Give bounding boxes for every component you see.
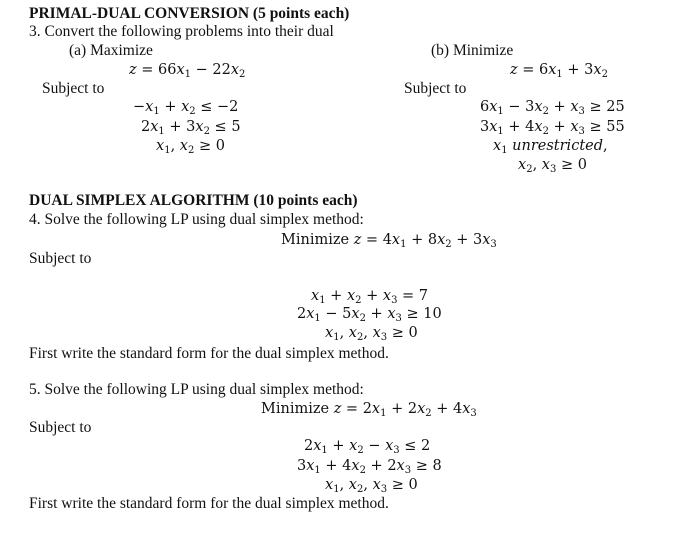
part-a-nonnegativity: $x_1$, $x_2 \ge 0$: [156, 138, 225, 156]
question-3-text: 3. Convert the following problems into their dual: [29, 23, 334, 40]
part-b-subject-to: Subject to: [404, 80, 467, 97]
question-5-objective: Minimize $z = 2x_1 + 2x_2 + 4x_3$: [261, 401, 477, 419]
part-a-objective: $z = 66x_1 - 22x_2$: [129, 62, 246, 80]
part-b-label: (b) Minimize: [431, 42, 514, 59]
question-4-subject-to: Subject to: [29, 250, 92, 267]
part-a-constraint: $-x_1 + x_2 \le -2$: [133, 99, 239, 117]
question-4-note: First write the standard form for the dual simplex method.: [29, 345, 389, 362]
question-5-text: 5. Solve the following LP using dual simplex method:: [29, 381, 364, 398]
question-4-objective: Minimize $z = 4x_1 + 8x_2 + 3x_3$: [281, 232, 497, 250]
section-heading-dual-simplex: DUAL SIMPLEX ALGORITHM (10 points each): [29, 192, 358, 209]
question-4-text: 4. Solve the following LP using dual simplex method:: [29, 211, 364, 228]
part-b-constraint: $6x_1 - 3x_2 + x_3 \ge 25$: [480, 99, 625, 117]
question-5-note: First write the standard form for the dual simplex method.: [29, 495, 389, 512]
part-a-constraint: $2x_1 + 3x_2 \le 5$: [141, 119, 241, 137]
section-heading-primal-dual: PRIMAL-DUAL CONVERSION (5 points each): [29, 5, 350, 22]
part-b-objective: $z = 6x_1 + 3x_2$: [510, 62, 608, 80]
question-4-nonnegativity: $x_1$, $x_2$, $x_3 \ge 0$: [325, 325, 418, 343]
part-b-nonnegativity: $x_2$, $x_3 \ge 0$: [518, 157, 587, 175]
question-4-constraint: $x_1 + x_2 + x_3 = 7$: [311, 288, 429, 306]
question-4-constraint: $2x_1 - 5x_2 + x_3 \ge 10$: [297, 306, 442, 324]
part-b-constraint: $3x_1 + 4x_2 + x_3 \ge 55$: [480, 119, 625, 137]
part-a-label: (a) Maximize: [69, 42, 153, 59]
part-b-unrestricted: $x_1$ unrestricted,: [493, 138, 608, 156]
part-a-subject-to: Subject to: [42, 80, 105, 97]
question-5-subject-to: Subject to: [29, 419, 92, 436]
question-5-constraint: $2x_1 + x_2 - x_3 \le 2$: [304, 438, 431, 456]
question-5-constraint: $3x_1 + 4x_2 + 2x_3 \ge 8$: [297, 458, 442, 476]
question-5-nonnegativity: $x_1$, $x_2$, $x_3 \ge 0$: [325, 477, 418, 495]
